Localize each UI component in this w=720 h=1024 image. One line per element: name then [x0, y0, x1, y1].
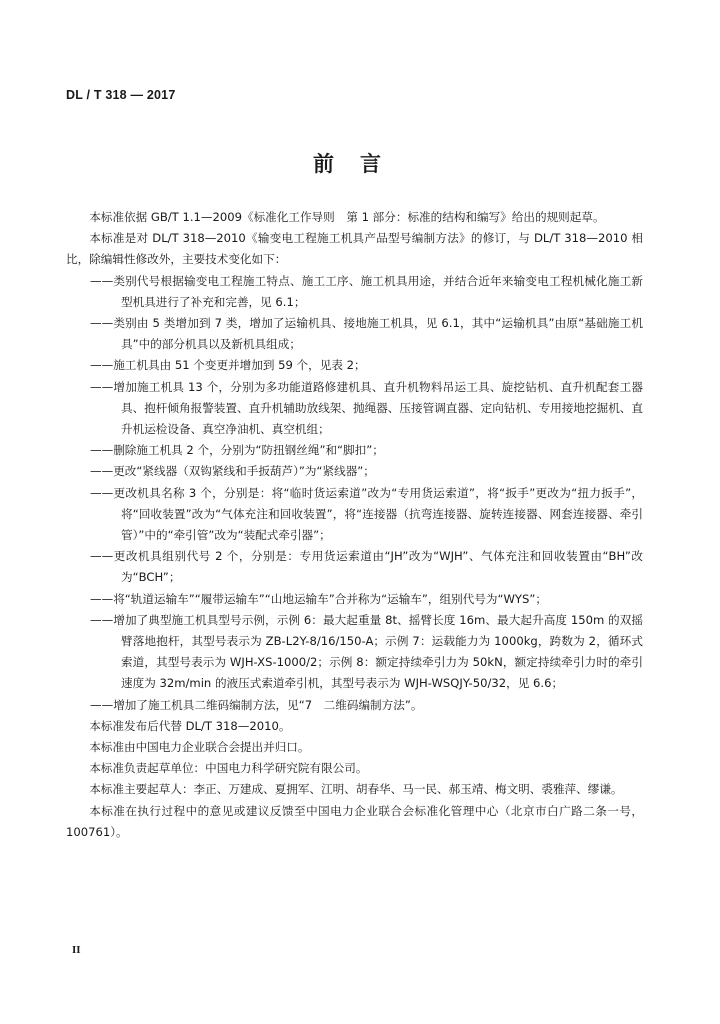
paragraph-drafters: 本标准主要起草人：李正、万建成、夏拥军、江明、胡春华、马一民、郝玉靖、梅文明、裘雅萍、缪谦。 — [89, 782, 623, 797]
change-item: ——更改“紧线器（双钩紧线和手扳葫芦）”为“紧线器”； — [90, 464, 375, 479]
standard-code-header: DL / T 318 — 2017 — [66, 88, 176, 102]
change-item: ——增加施工机具 13 个，分别为多功能道路修建机具、直升机物料吊运工具、旋挖钻机、直升机配套工器具、抱杆倾角报警装置、直升机辅助放线架、抛绳器、压接管调直器、定向钻机、专用接地挖掘机、直升机运检设备、真空净油机、真空机组； — [90, 379, 643, 437]
change-item: ——类别由 5 类增加到 7 类，增加了运输机具、接地施工机具，见 6.1，其中“运输机具”由原“基础施工机具”中的部分机具以及新机具组成； — [90, 316, 643, 352]
foreword-body — [66, 207, 643, 843]
paragraph-feedback: 本标准在执行过程中的意见或建议反馈至中国电力企业联合会标准化管理中心（北京市白广路二条一号，100761）。 — [66, 803, 643, 839]
page-title: 前言 — [313, 152, 407, 176]
change-item: ——增加了施工机具二维码编制方法，见“7 二维码编制方法”。 — [90, 697, 423, 712]
change-item: ——将“轨道运输车”“履带运输车”“山地运输车”合并称为“运输车”，组别代号为“WYS”； — [90, 591, 547, 606]
page-number: II — [72, 944, 81, 956]
paragraph-revision-intro: 本标准是对 DL/T 318—2010《输变电工程施工机具产品型号编制方法》的修订，与 DL/T 318—2010 相比，除编辑性修改外，主要技术变化如下： — [66, 231, 643, 267]
change-item: ——删除施工机具 2 个，分别为“防扭钢丝绳”和“脚扣”； — [90, 443, 384, 458]
change-item: ——增加了典型施工机具型号示例，示例 6：最大起重量 8t、摇臂长度 16m、最大起升高度 150m 的双摇臂落地抱杆，其型号表示为 ZB-L2Y-8/16/150-A；示例 7：运载能力为 1000kg，跨数为 2，循环式索道，其型号表示为 WJH-XS-1000/2；示例 8：额定持续牵引力为 50kN，额定持续牵引力时的牵引速度为 32m/min 的液压式索道牵引机，其型号表示为 WJH-WSQJY-50/32，见 6.6； — [90, 612, 643, 691]
change-item: ——更改机具名称 3 个，分别是：将“临时货运索道”改为“专用货运索道”，将“扳手”更改为“扭力扳手”，将“回收装置”改为“气体充注和回收装置”，将“连接器（抗弯连接器、旋转连接器、网套连接器、牵引管）”中的“牵引管”改为“装配式牵引器”； — [90, 485, 643, 543]
change-item: ——类别代号根据输变电工程施工特点、施工工序、施工机具用途，并结合近年来输变电工程机械化施工新型机具进行了补充和完善，见 6.1； — [90, 273, 643, 309]
paragraph-proposer: 本标准由中国电力企业联合会提出并归口。 — [89, 740, 310, 755]
change-item: ——施工机具由 51 个变更并增加到 59 个，见表 2； — [90, 358, 366, 373]
paragraph-replaces: 本标准发布后代替 DL/T 318—2010。 — [89, 718, 291, 733]
paragraph-drafting-basis: 本标准依据 GB/T 1.1—2009《标准化工作导则 第 1 部分：标准的结构和编写》给出的规则起草。 — [89, 210, 605, 224]
change-item: ——更改机具组别代号 2 个，分别是：专用货运索道由“JH”改为“WJH”、气体充注和回收装置由“BH”改为“BCH”； — [90, 549, 643, 585]
paragraph-drafting-unit: 本标准负责起草单位：中国电力科学研究院有限公司。 — [89, 761, 368, 776]
